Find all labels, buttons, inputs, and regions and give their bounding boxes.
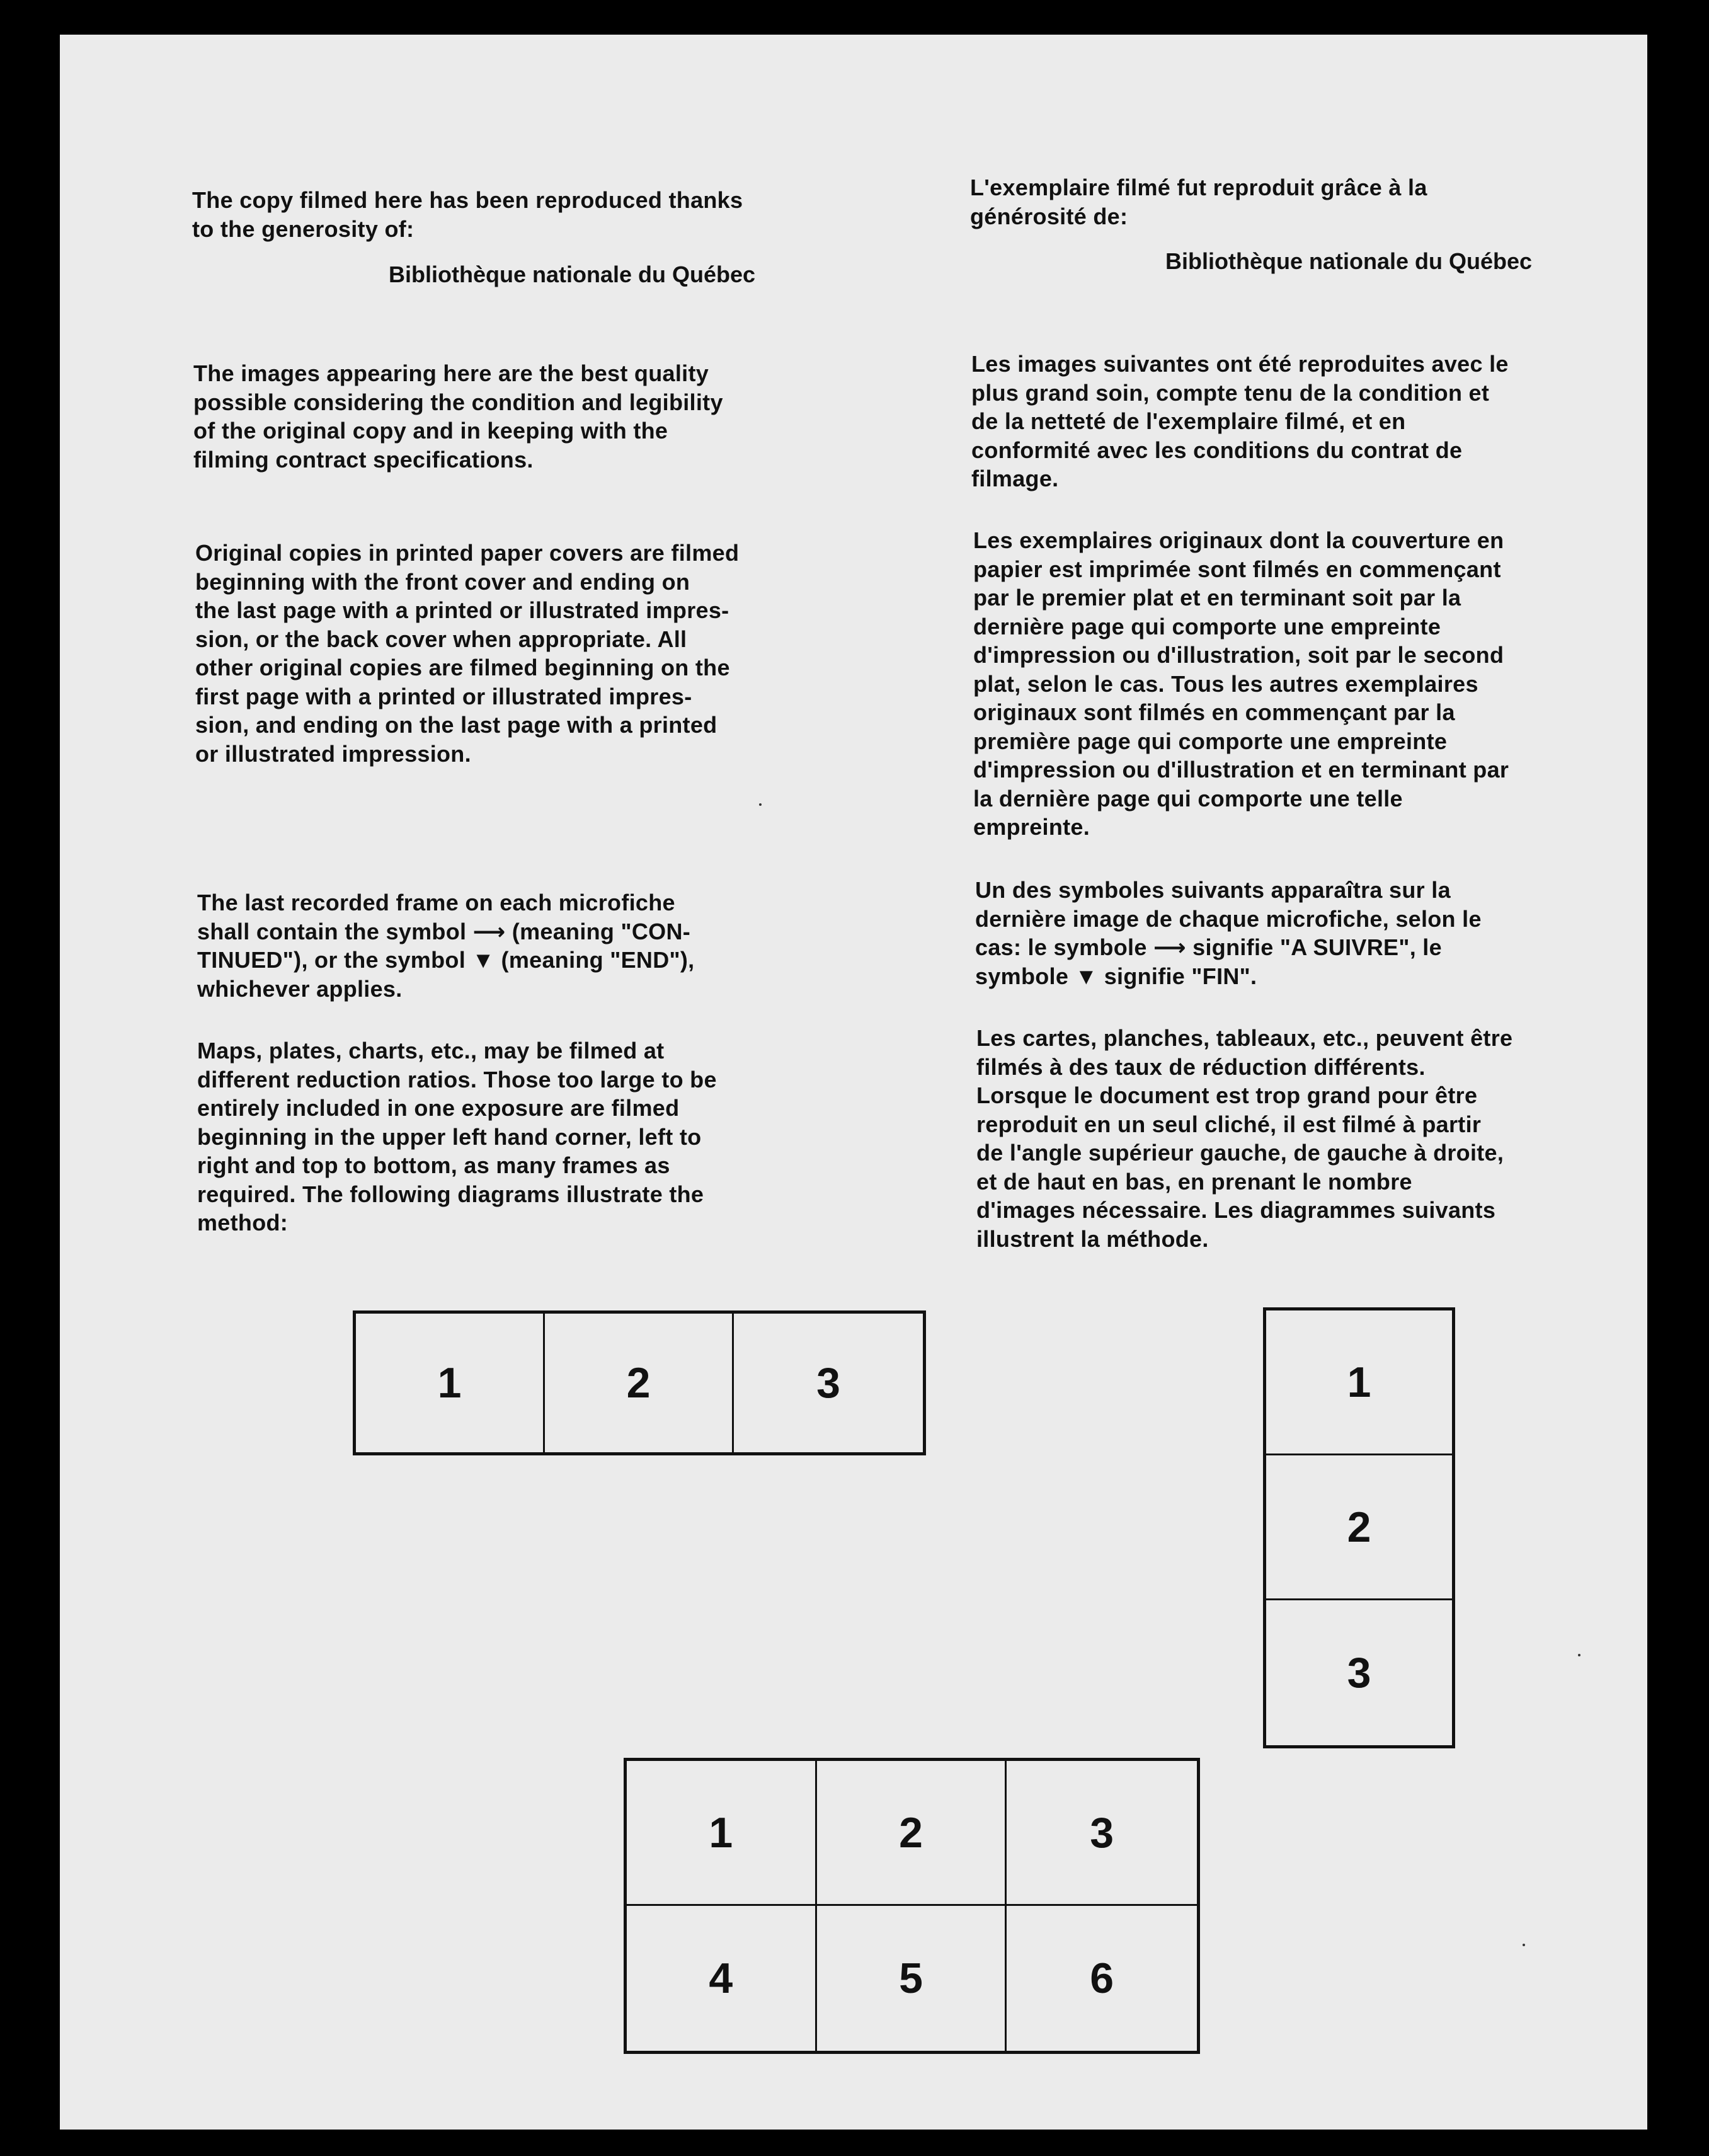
right-maps-paragraph: Les cartes, planches, tableaux, etc., peuvent être filmés à des taux de réduction différents. Lorsque le document est trop grand pour être reproduit en un seul cliché, il est filmé à partir de l'angle supérieur gauche, de gauche à droite, et de haut en bas, en prenant le nombre d'images nécessaire. Les diagrammes suivants illustrent la méthode. bbox=[976, 1025, 1513, 1252]
right-covers-paragraph: Les exemplaires originaux dont la couverture en papier est imprimée sont filmés en commençant par le premier plat et en terminant soit par la dernière page qui comporte une empreinte d'impression ou d'illustration, soit par le second plat, selon le cas. Tous les autres exemplaires originaux sont filmés en commençant par la première page qui comporte une empreinte d'impression ou d'illustration et en terminant par la dernière page qui comporte une telle empreinte. bbox=[973, 527, 1509, 840]
frame-cell: 3 bbox=[1007, 1761, 1197, 1906]
right-credit: Bibliothèque nationale du Québec bbox=[1165, 248, 1533, 274]
horizontal-frame-diagram bbox=[353, 1310, 926, 1455]
frame-cell: 2 bbox=[817, 1761, 1007, 1906]
vertical-frame-diagram bbox=[1263, 1307, 1455, 1748]
left-intro: The copy filmed here has been reproduced thanks to the generosity of: bbox=[192, 187, 743, 242]
dust-speck bbox=[1523, 1944, 1525, 1946]
frame-cell: 3 bbox=[1347, 1649, 1371, 1697]
frame-cell: 1 bbox=[1266, 1310, 1452, 1455]
frame-cell: 1 bbox=[627, 1761, 817, 1906]
grid-frame-diagram bbox=[624, 1758, 1200, 2054]
frame-cell: 2 bbox=[1266, 1455, 1452, 1600]
right-quality-paragraph: Les images suivantes ont été reproduites avec le plus grand soin, compte tenu de la condition et de la netteté de l'exemplaire filmé, et en conformité avec les conditions du contrat de filmage. bbox=[971, 351, 1509, 491]
dust-speck bbox=[1578, 1654, 1580, 1656]
frame-cell: 4 bbox=[627, 1906, 817, 2051]
left-covers-paragraph: Original copies in printed paper covers are filmed beginning with the front cover and ending on the last page with a printed or illustrated impres- sion, or the back cover when appropriate. All other original copies are filmed beginning on the first page with a printed or illustrated impres- sion, and ending on the last page with a printed or illustrated impression. bbox=[195, 540, 740, 767]
microfiche-target-page bbox=[60, 35, 1647, 2130]
frame-cell: 5 bbox=[817, 1906, 1007, 2051]
right-intro: L'exemplaire filmé fut reproduit grâce à la générosité de: bbox=[970, 175, 1427, 229]
left-symbols-paragraph: The last recorded frame on each microfiche shall contain the symbol ⟶ (meaning "CON- TINUED"), or the symbol ▼ (meaning "END"), whichever applies. bbox=[197, 890, 695, 1002]
dust-speck bbox=[759, 803, 762, 806]
left-credit: Bibliothèque nationale du Québec bbox=[389, 261, 756, 287]
frame-cell: 2 bbox=[545, 1314, 734, 1452]
left-maps-paragraph: Maps, plates, charts, etc., may be filmed at different reduction ratios. Those too large to be entirely included in one exposure are filmed beginning in the upper left hand corner, left to right and top to bottom, as many frames as required. The following diagrams illustrate the method: bbox=[197, 1038, 717, 1236]
frame-cell: 1 bbox=[356, 1314, 545, 1452]
frame-cell: 6 bbox=[1090, 1954, 1114, 2002]
right-symbols-paragraph: Un des symboles suivants apparaîtra sur la dernière image de chaque microfiche, selon le cas: le symbole ⟶ signifie "A SUIVRE", le symbole ▼ signifie "FIN". bbox=[975, 877, 1482, 989]
frame-cell: 3 bbox=[816, 1359, 840, 1407]
left-quality-paragraph: The images appearing here are the best quality possible considering the condition and legibility of the original copy and in keeping with the filming contract specifications. bbox=[193, 360, 723, 473]
